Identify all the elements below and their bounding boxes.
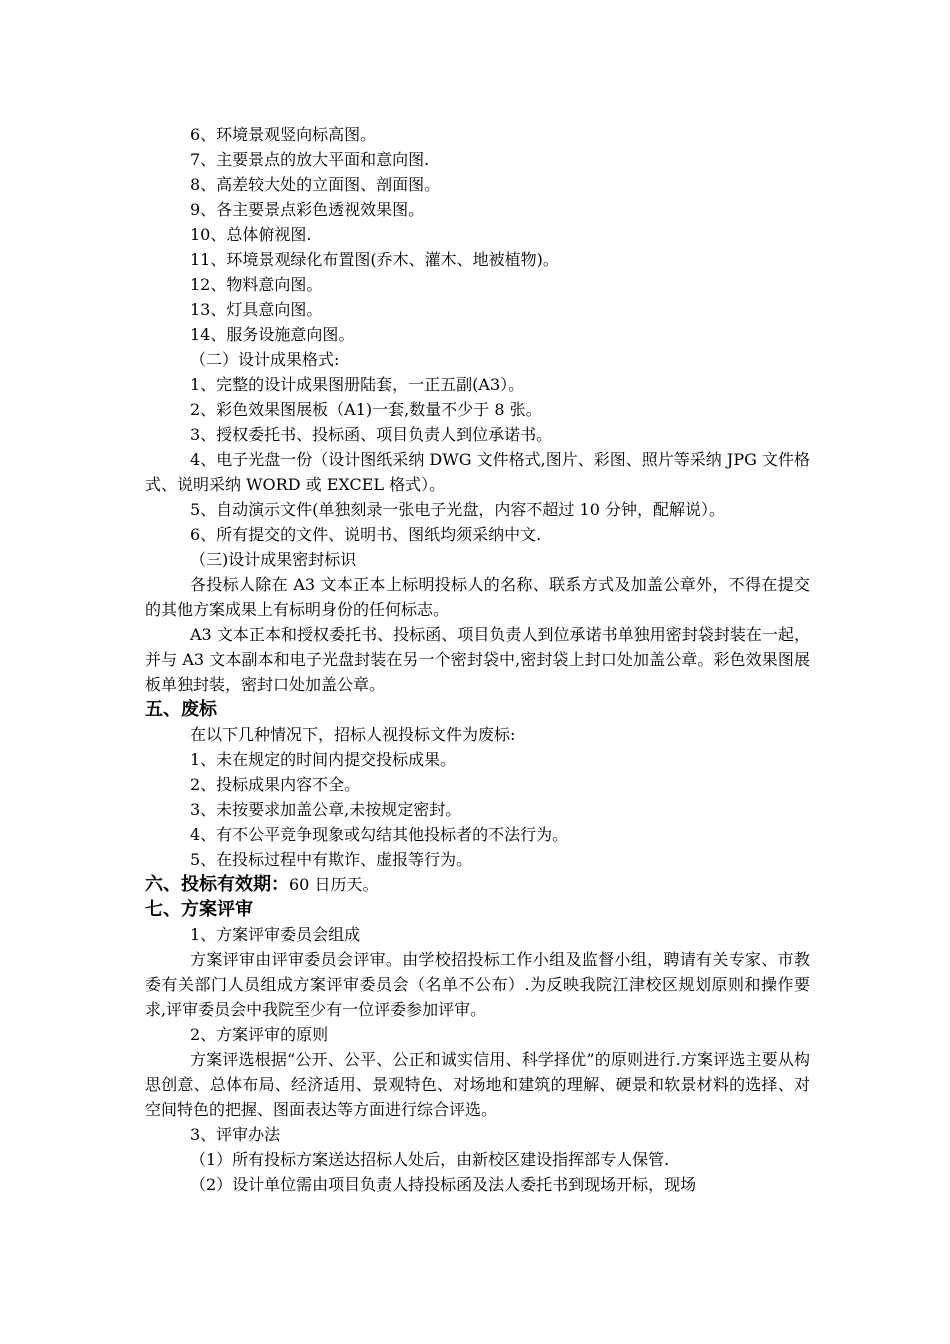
section-heading: [145, 872, 810, 897]
section-heading-label: 六、投标有效期：: [145, 874, 289, 895]
subsection-title: 2、方案评审的原则: [190, 1025, 329, 1044]
list-item: 8、高差较大处的立面图、剖面图。: [190, 175, 441, 194]
subsection-title: 1、方案评审委员会组成: [190, 925, 361, 944]
list-item: 5、自动演示文件(单独刻录一张电子光盘，内容不超过 10 分钟，配解说）。: [190, 500, 725, 519]
list-item: 10、总体俯视图.: [190, 225, 312, 244]
list-item: （2）设计单位需由项目负责人持投标函及法人委托书到现场开标，现场: [190, 1175, 697, 1194]
list-item: 13、灯具意向图。: [190, 300, 323, 319]
list-item: 6、所有提交的文件、说明书、图纸均须采纳中文.: [190, 525, 542, 544]
section-heading: 五、废标: [145, 699, 217, 720]
list-item: （1）所有投标方案送达招标人处后，由新校区建设指挥部专人保管.: [190, 1150, 670, 1169]
list-item: 3、未按要求加盖公章,未按规定密封。: [190, 800, 462, 819]
subsection-title: （二）设计成果格式:: [190, 350, 340, 369]
list-item: 7、主要景点的放大平面和意向图.: [190, 150, 430, 169]
subsection-title: （三)设计成果密封标识: [190, 550, 357, 569]
paragraph: 方案评审由评审委员会评审。由学校招投标工作小组及监督小组，聘请有关专家、市教委有关部门人员组成方案评审委员会（名单不公布）.为反映我院江津校区规划原则和操作要求,评审委员会中我院至少有一位评委参加评审。: [145, 950, 810, 1019]
list-item: 1、完整的设计成果图册陆套，一正五副(A3）。: [190, 375, 525, 394]
list-item: 2、投标成果内容不全。: [190, 775, 361, 794]
list-item: 2、彩色效果图展板（A1)一套,数量不少于 8 张。: [190, 400, 542, 419]
paragraph: A3 文本正本和授权委托书、投标函、项目负责人到位承诺书单独用密封袋封装在一起，并与 A3 文本副本和电子光盘封装在另一个密封袋中,密封袋上封口处加盖公章。彩色效果图展板单独封装，密封口处加盖公章。: [145, 625, 810, 694]
list-item: 4、电子光盘一份（设计图纸采纳 DWG 文件格式,图片、彩图、照片等采纳 JPG 文件格式、说明采纳 WORD 或 EXCEL 格式）。: [145, 450, 810, 494]
list-item: 1、未在规定的时间内提交投标成果。: [190, 750, 457, 769]
paragraph: 各投标人除在 A3 文本正本上标明投标人的名称、联系方式及加盖公章外，不得在提交的其他方案成果上有标明身份的任何标志。: [145, 575, 810, 619]
list-item: 6、环境景观竖向标高图。: [190, 125, 377, 144]
list-item: 5、在投标过程中有欺诈、虚报等行为。: [190, 850, 473, 869]
list-item: 3、授权委托书、投标函、项目负责人到位承诺书。: [190, 425, 553, 444]
list-item: 4、有不公平竞争现象或勾结其他投标者的不法行为。: [190, 825, 569, 844]
list-item: 11、环境景观绿化布置图(乔木、灌木、地被植物)。: [190, 250, 559, 269]
list-item: 14、服务设施意向图。: [190, 325, 355, 344]
document-body: [145, 122, 810, 1197]
paragraph: 在以下几种情况下，招标人视投标文件为废标:: [190, 725, 516, 744]
section-heading-value: 60 日历天。: [289, 875, 379, 894]
subsection-title: 3、评审办法: [190, 1125, 281, 1144]
list-item: 12、物料意向图。: [190, 275, 323, 294]
section-heading: 七、方案评审: [145, 899, 253, 920]
paragraph: 方案评选根据“公开、公平、公正和诚实信用、科学择优”的原则进行.方案评选主要从构思创意、总体布局、经济适用、景观特色、对场地和建筑的理解、硬景和软景材料的选择、对空间特色的把握、图面表达等方面进行综合评选。: [145, 1050, 810, 1119]
list-item: 9、各主要景点彩色透视效果图。: [190, 200, 425, 219]
